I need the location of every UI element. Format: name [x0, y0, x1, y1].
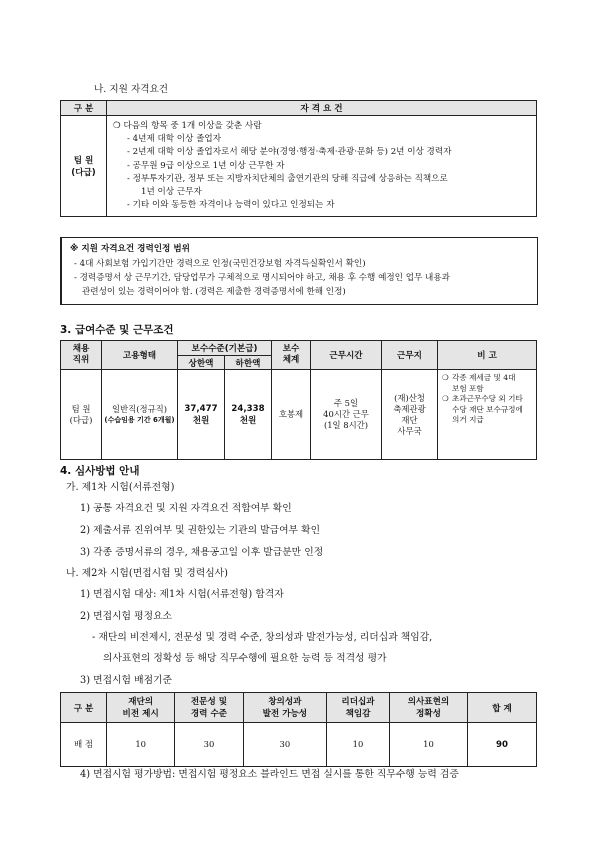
body-detail: - 재단의 비전제시, 전문성 및 경력 수준, 창의성과 발전가능성, 리더십과 책임감, — [92, 632, 433, 643]
row-label-grade: (다급) — [71, 168, 96, 179]
cell-rank: 팀 원 (다급) — [61, 370, 102, 460]
header-upper-limit: 상한액 — [178, 356, 225, 370]
body-detail: 의사표현의 정확성 등 해당 직무수행에 필요한 능력 등 적격성 평가 — [103, 653, 387, 664]
salary-table — [60, 340, 537, 460]
body-item: 2) 제출서류 진위여부 및 권한있는 기관의 발급여부 확인 — [80, 525, 321, 536]
header-employment-type: 고용형태 — [102, 341, 178, 370]
score-header-leadership: 리더십과 책임감 — [327, 693, 390, 723]
score-header-total: 합 계 — [468, 693, 537, 723]
score-header-expression: 의사표현의 정확성 — [389, 693, 467, 723]
header-pay-system: 보수 체계 — [272, 341, 311, 370]
requirement-item: - 정부투자기관, 정부 또는 지방자치단체의 출연기관의 당해 직급에 상응하는 직책으로 — [127, 173, 448, 184]
score-cell: 10 — [327, 723, 390, 767]
header-work-place: 근무지 — [382, 341, 438, 370]
probation-note: (수습임용 기간 6개월) — [104, 415, 175, 424]
row-label-rank: 팀 원 — [73, 156, 94, 167]
header-remarks: 비 고 — [438, 341, 537, 370]
score-header-vision: 재단의 비전 제시 — [107, 693, 175, 723]
requirement-item: - 2년제 대학 이상 졸업자로서 해당 분야(경영·행정·축제·관광·문화 등) 2년 이상 경력자 — [127, 147, 452, 158]
requirement-item: 1년 이상 근무자 — [141, 187, 202, 198]
note-line: - 경력증명서 상 근무기간, 담당업무가 구체적으로 명시되어야 하고, 채용 후 수행 예정인 업무 내용과 — [74, 273, 450, 283]
requirement-item: - 공무원 9급 이상으로 1년 이상 근무한 자 — [127, 160, 285, 171]
score-header-creativity: 창의성과 발전 가능성 — [243, 693, 327, 723]
section-title: 4. 심사방법 안내 — [60, 465, 140, 477]
employment-type-label: 일반직(정규직) — [111, 403, 168, 414]
qualification-table — [60, 100, 537, 217]
cell-upper-limit: 37,477 천원 — [178, 370, 225, 460]
score-cell: 10 — [389, 723, 467, 767]
body-item: 1) 면접시험 대상: 제1차 시험(서류전형) 합격자 — [80, 589, 284, 600]
header-category: 구 분 — [61, 101, 107, 116]
note-box — [60, 237, 538, 305]
header-work-hours: 근무시간 — [311, 341, 382, 370]
body-item: 4) 면접시험 평가방법: 면접시험 평정요소 블라인드 면접 실시를 통한 직무수행 능력 검증 — [80, 769, 459, 780]
cell-remarks — [438, 370, 537, 460]
subsection-title: 나. 제2차 시험(면접시험 및 경력심사) — [66, 568, 228, 579]
body-item: 3) 각종 증명서류의 경우, 채용공고일 이후 발급분만 인정 — [80, 547, 324, 558]
header-rank: 채용 직위 — [61, 341, 102, 370]
section-title: 3. 급여수준 및 근무조건 — [60, 324, 174, 336]
score-row-label: 배 점 — [61, 723, 107, 767]
cell-lower-limit: 24,338 천원 — [225, 370, 272, 460]
requirement-item: - 기타 이와 동등한 자격이나 능력이 있다고 인정되는 자 — [127, 200, 335, 211]
note-title: ※ 지원 자격요건 경력인정 범위 — [70, 244, 190, 254]
requirements-cell — [107, 116, 537, 217]
remark-item: 각종 제세금 및 4대 보험 포함 — [452, 373, 516, 393]
remark-item: 초과근무수당 외 기타 수당 재단 보수규정에 의거 지급 — [452, 394, 523, 424]
score-cell: 30 — [175, 723, 243, 767]
circle-bullet-icon: ❍ — [442, 373, 449, 382]
row-label — [61, 116, 107, 217]
score-header-expertise: 전문성 및 경력 수준 — [175, 693, 243, 723]
body-item: 3) 면접시험 배점기준 — [80, 675, 172, 686]
header-lower-limit: 하한액 — [225, 356, 272, 370]
score-total-cell: 90 — [468, 723, 537, 767]
subsection-title: 나. 지원 자격요건 — [94, 84, 169, 95]
cell-work-place: (재)산청 축제관광 재단 사무국 — [382, 370, 438, 460]
note-line: - 4대 사회보험 가입기간만 경력으로 인정(국민건강보험 자격득실확인서 확인) — [74, 259, 366, 269]
body-item: 1) 공통 자격요건 및 지원 자격요건 적합여부 확인 — [80, 503, 292, 514]
cell-pay-system: 호봉제 — [272, 370, 311, 460]
cell-employment-type — [102, 370, 178, 460]
body-item: 2) 면접시험 평정요소 — [80, 611, 172, 622]
score-table — [60, 692, 537, 767]
requirement-item: - 4년제 대학 이상 졸업자 — [127, 134, 222, 145]
cell-work-hours: 주 5일 40시간 근무 (1일 8시간) — [311, 370, 382, 460]
header-pay-level: 보수수준(기본급) — [178, 341, 272, 356]
requirements-intro: 다음의 항목 중 1개 이상을 갖춘 사람 — [123, 121, 262, 131]
note-line: 관련성이 있는 경력이어야 함. (경력은 제출한 경력증명서에 한해 인정) — [82, 287, 346, 297]
score-cell: 10 — [107, 723, 175, 767]
circle-bullet-icon: ❍ — [113, 121, 121, 131]
circle-bullet-icon: ❍ — [442, 394, 449, 403]
score-cell: 30 — [243, 723, 327, 767]
header-requirements: 자 격 요 건 — [107, 101, 537, 116]
score-header-category: 구 분 — [61, 693, 107, 723]
subsection-title: 가. 제1차 시험(서류전형) — [66, 482, 175, 493]
